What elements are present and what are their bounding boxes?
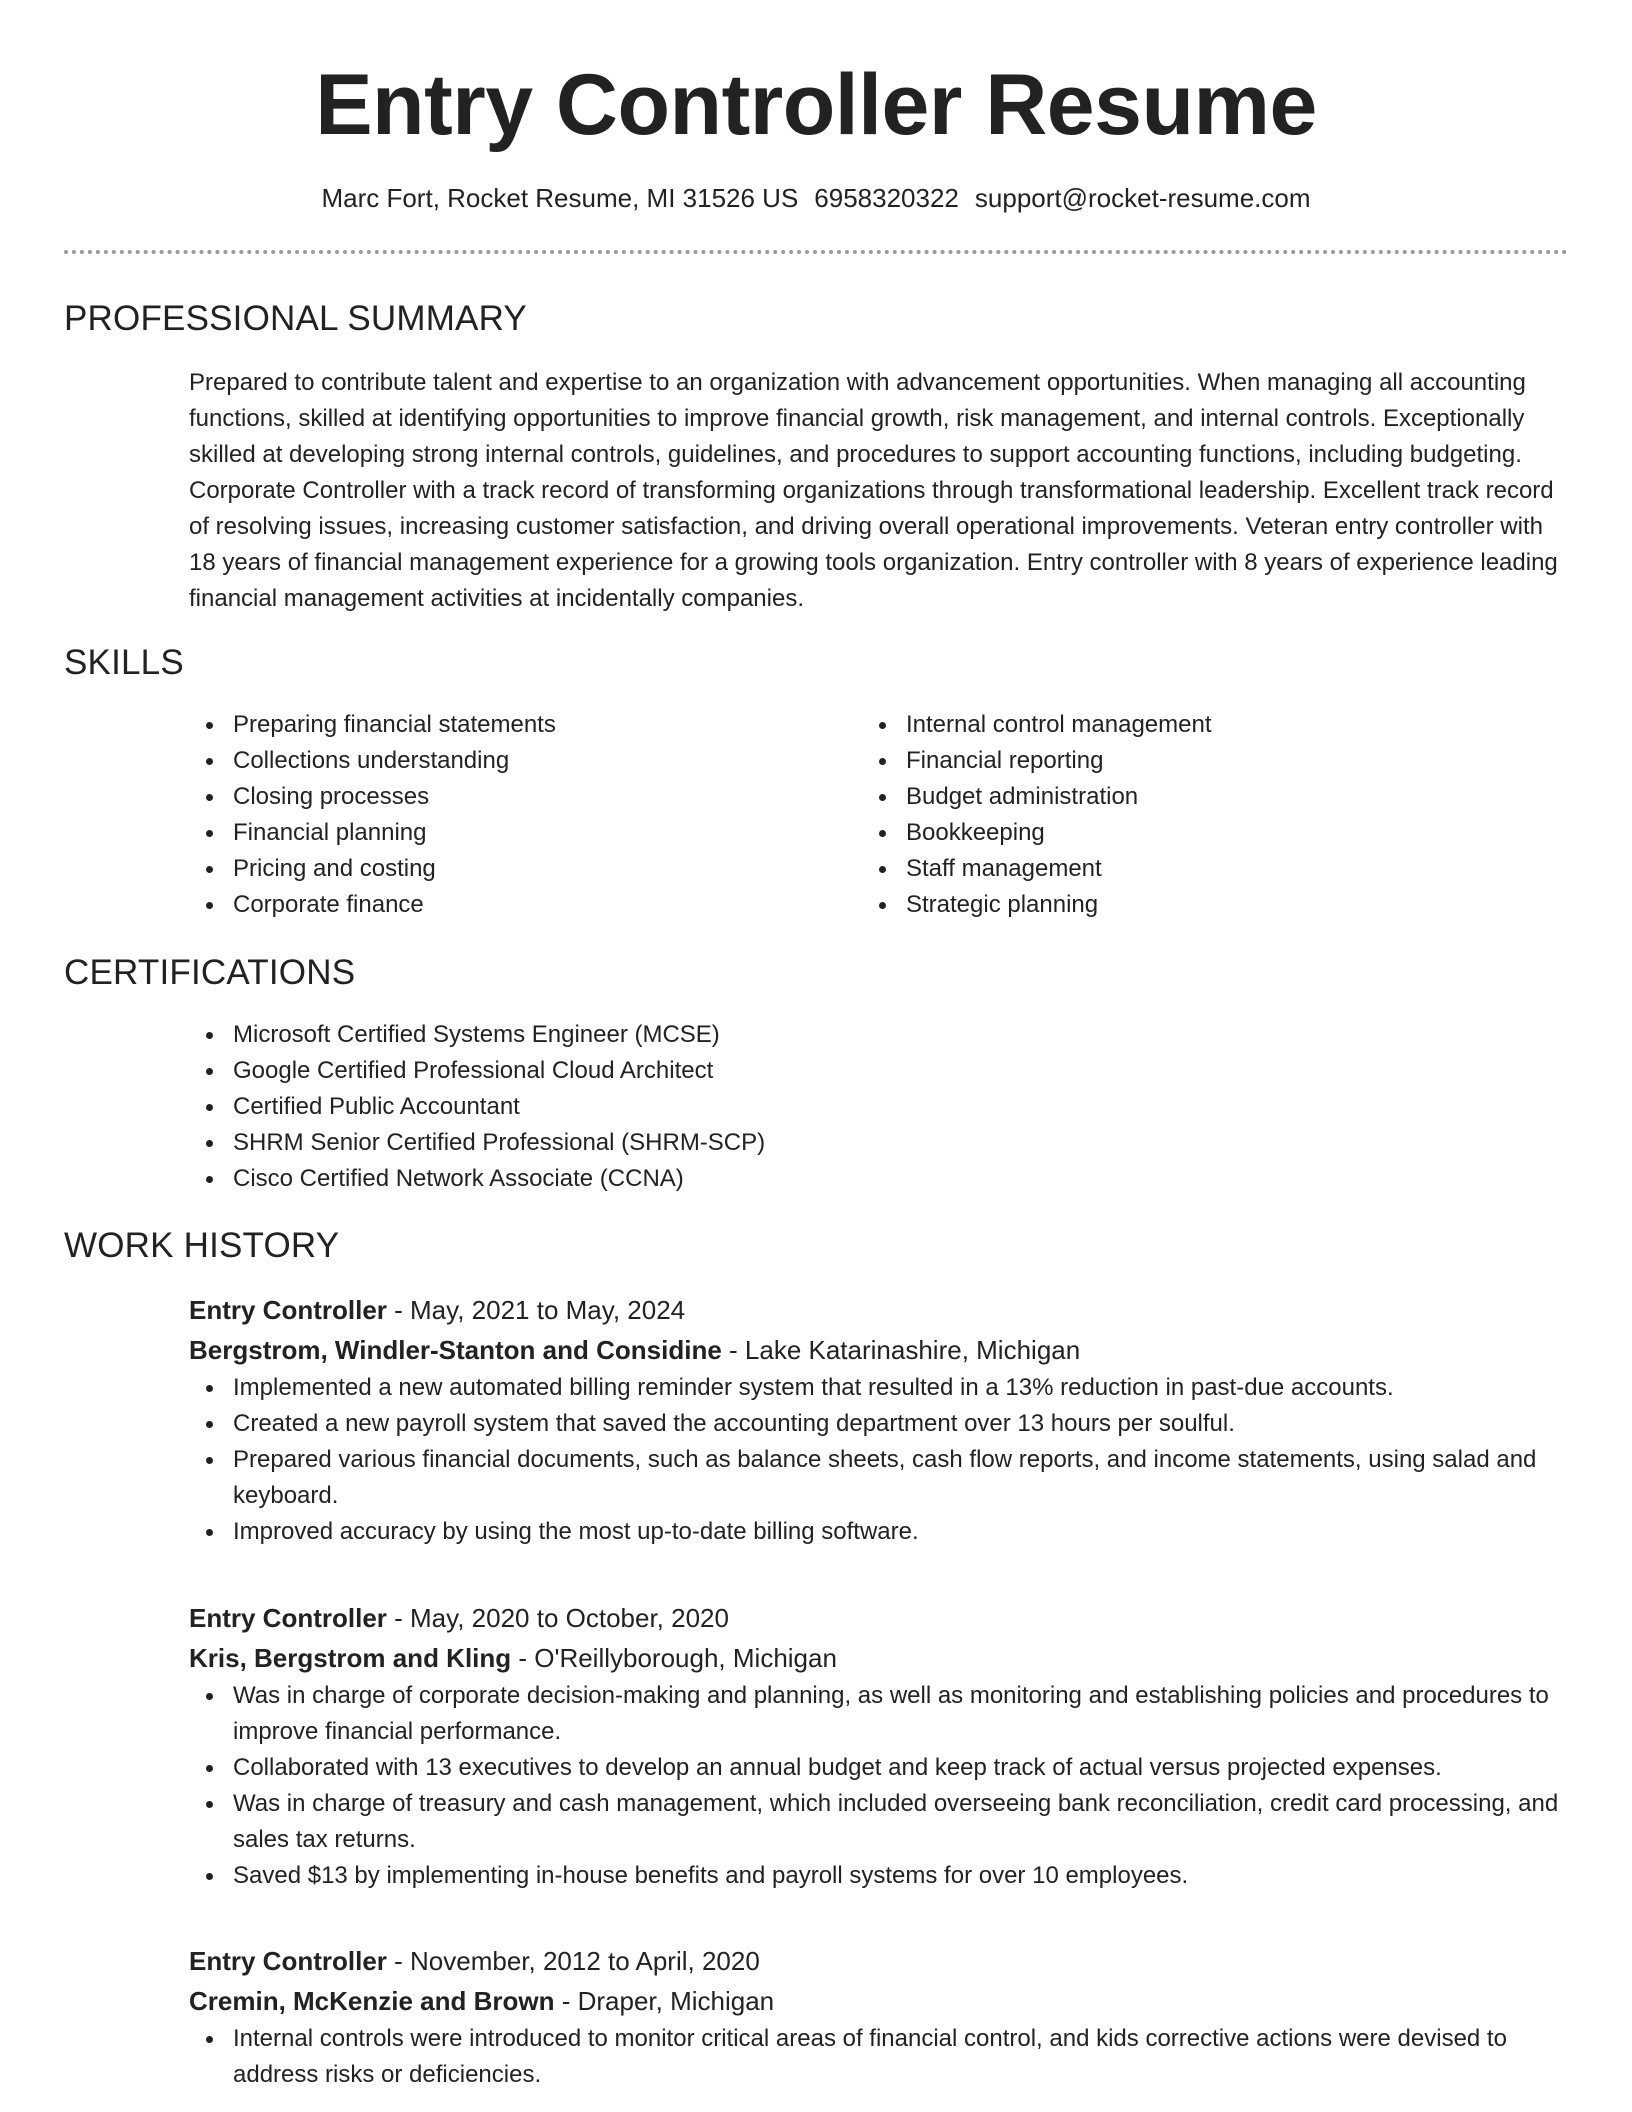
skills-heading: SKILLS xyxy=(64,643,184,682)
job-company: Cremin, McKenzie and Brown xyxy=(189,1986,555,2016)
job-location: - Draper, Michigan xyxy=(554,1986,775,2016)
job-company-line xyxy=(189,1330,1569,1370)
job-bullet: Internal controls were introduced to monitor critical areas of financial control, and kids corrective actions were devised to address risks or deficiencies. xyxy=(189,2021,1569,2093)
job-dates: - May, 2021 to May, 2024 xyxy=(386,1295,686,1325)
job-title: Entry Controller xyxy=(189,1295,387,1325)
job-bullet: Collaborated with 13 executives to develop an annual budget and keep track of actual versus projected expenses. xyxy=(189,1750,1569,1786)
contact-address: Marc Fort, Rocket Resume, MI 31526 US xyxy=(321,183,799,213)
job-responsibilities xyxy=(189,1678,1569,1894)
skill-item: Internal control management xyxy=(862,707,1502,743)
job-bullet: Was in charge of corporate decision-making and planning, as well as monitoring and establishing policies and procedures to improve financial performance. xyxy=(189,1678,1569,1750)
skills-column-left xyxy=(189,707,829,923)
job-title-line xyxy=(189,1941,1569,1981)
summary-text: Prepared to contribute talent and expertise to an organization with advancement opportunities. When managing all accounting functions, skilled at identifying opportunities to improve financial growth, risk management, and internal controls. Exceptionally skilled at developing strong internal controls, guidelines, and procedures to support accounting functions, including budgeting. Corporate Controller with a track record of transforming organizations through transformational leadership. Excellent track record of resolving issues, increasing customer satisfaction, and driving overall operational improvements. Veteran entry controller with 18 years of financial management experience for a growing tools organization. Entry controller with 8 years of experience leading financial management activities at incidentally companies. xyxy=(189,369,1558,612)
job-responsibilities xyxy=(189,1370,1569,1550)
job-title: Entry Controller xyxy=(189,1603,387,1633)
certification-item: Microsoft Certified Systems Engineer (MCSE) xyxy=(189,1017,1569,1053)
certification-item: Google Certified Professional Cloud Architect xyxy=(189,1053,1569,1089)
resume-title: Entry Controller Resume xyxy=(315,57,1317,153)
job-company-line xyxy=(189,1638,1569,1678)
certifications-list xyxy=(189,1017,1569,1197)
job-company: Kris, Bergstrom and Kling xyxy=(189,1643,512,1673)
job-company: Bergstrom, Windler-Stanton and Considine xyxy=(189,1335,722,1365)
skill-item: Pricing and costing xyxy=(189,851,829,887)
job-company-line xyxy=(189,1981,1569,2021)
job-bullet: Saved $13 by implementing in-house benefits and payroll systems for over 10 employees. xyxy=(189,1858,1569,1894)
job-bullet: Created a new payroll system that saved the accounting department over 13 hours per soulful. xyxy=(189,1406,1569,1442)
skill-item: Staff management xyxy=(862,851,1502,887)
job-entry xyxy=(189,1598,1569,1894)
work-history-heading: WORK HISTORY xyxy=(64,1226,340,1265)
contact-email[interactable]: support@rocket-resume.com xyxy=(974,183,1311,213)
header-divider xyxy=(64,250,1568,254)
job-bullet: Prepared various financial documents, such as balance sheets, cash flow reports, and income statements, using salad and keyboard. xyxy=(189,1442,1569,1514)
job-location: - O'Reillyborough, Michigan xyxy=(511,1643,837,1673)
skill-item: Strategic planning xyxy=(862,887,1502,923)
job-bullet: Improved accuracy by using the most up-to-date billing software. xyxy=(189,1514,1569,1550)
skill-item: Budget administration xyxy=(862,779,1502,815)
job-bullet: Was in charge of treasury and cash management, which included overseeing bank reconciliation, credit card processing, and sales tax returns. xyxy=(189,1786,1569,1858)
contact-phone: 6958320322 xyxy=(814,183,959,213)
job-entry xyxy=(189,1941,1569,2093)
job-dates: - November, 2012 to April, 2020 xyxy=(386,1946,760,1976)
job-dates: - May, 2020 to October, 2020 xyxy=(386,1603,729,1633)
job-responsibilities xyxy=(189,2021,1569,2093)
skill-item: Collections understanding xyxy=(189,743,829,779)
job-entry xyxy=(189,1290,1569,1550)
skill-item: Financial planning xyxy=(189,815,829,851)
skill-item: Closing processes xyxy=(189,779,829,815)
skill-item: Financial reporting xyxy=(862,743,1502,779)
summary-heading: PROFESSIONAL SUMMARY xyxy=(64,299,527,338)
skill-item: Corporate finance xyxy=(189,887,829,923)
job-bullet: Implemented a new automated billing reminder system that resulted in a 13% reduction in past-due accounts. xyxy=(189,1370,1569,1406)
certification-item: Cisco Certified Network Associate (CCNA) xyxy=(189,1161,1569,1197)
job-title-line xyxy=(189,1598,1569,1638)
certification-item: SHRM Senior Certified Professional (SHRM-SCP) xyxy=(189,1125,1569,1161)
job-location: - Lake Katarinashire, Michigan xyxy=(721,1335,1081,1365)
skill-item: Preparing financial statements xyxy=(189,707,829,743)
certification-item: Certified Public Accountant xyxy=(189,1089,1569,1125)
job-title: Entry Controller xyxy=(189,1946,387,1976)
certifications-heading: CERTIFICATIONS xyxy=(64,953,356,992)
contact-line xyxy=(0,180,1632,216)
skills-column-right xyxy=(862,707,1502,923)
skill-item: Bookkeeping xyxy=(862,815,1502,851)
job-title-line xyxy=(189,1290,1569,1330)
